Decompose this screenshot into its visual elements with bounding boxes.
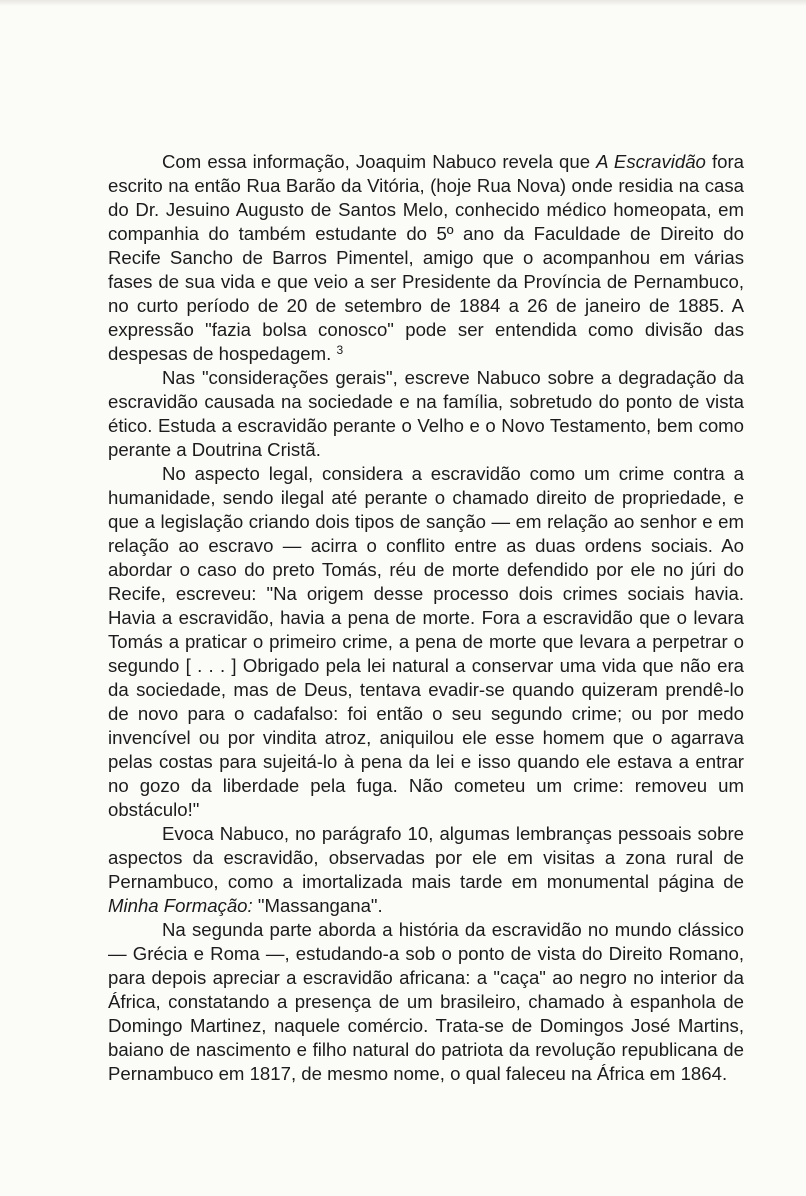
book-title-minha-formacao: Minha Formação: [108, 895, 253, 916]
p4-text-b: "Massangana". [252, 895, 383, 916]
p4-text-a: Evoca Nabuco, no parágrafo 10, algumas lembranças pessoais sobre aspectos da escravidão, observadas por ele em visitas a zona rural de Pernambuco, como a imortalizada mais tarde em monumental página de [108, 823, 744, 892]
paragraph-1 [108, 150, 744, 366]
paragraph-5 [108, 918, 744, 1086]
p1-text-a: Com essa informação, Joaquim Nabuco revela que [162, 151, 597, 172]
paragraph-2 [108, 366, 744, 462]
p5-text: Na segunda parte aborda a história da escravidão no mundo clássico — Grécia e Roma —, estudando-a sob o ponto de vista do Direito Romano, para depois apreciar a escravidão africana: a "caça" ao negro no interior da África, constatando a presença de um brasileiro, chamado à espanhola de Domingo Martinez, naquele comércio. Trata-se de Domingos José Martins, baiano de nascimento e filho natural do patriota da revolução republicana de Pernambuco em 1817, de mesmo nome, o qual faleceu na África em 1864. [108, 919, 744, 1084]
paragraph-3 [108, 462, 744, 822]
p3-text: No aspecto legal, considera a escravidão como um crime contra a humanidade, sendo ilegal até perante o chamado direito de propriedade, e que a legislação criando dois tipos de sanção — em relação ao senhor e em relação ao escravo — acirra o conflito entre as duas ordens sociais. Ao abordar o caso do preto Tomás, réu de morte defendido por ele no júri do Recife, escreveu: "Na origem desse processo dois crimes sociais havia. Havia a escravidão, havia a pena de morte. Fora a escravidão que o levara Tomás a praticar o primeiro crime, a pena de morte que levara a perpetrar o segundo [ . . . ] Obrigado pela lei natural a conservar uma vida que não era da sociedade, mas de Deus, tentava evadir-se quando quizeram prendê-lo de novo para o cadafalso: foi então o seu segundo crime; ou por medo invencível ou por vindita atroz, aniquilou ele esse homem que o agarrava pelas costas para sujeitá-lo à pena da lei e isso quando ele estava a entrar no gozo da liberdade pela fuga. Não cometeu um crime: removeu um obstáculo!" [108, 463, 744, 820]
book-title-a-escravidao: A Escravidão [596, 151, 706, 172]
paragraph-4 [108, 822, 744, 918]
p2-text: Nas "considerações gerais", escreve Nabuco sobre a degradação da escravidão causada na sociedade e na família, sobretudo do ponto de vista ético. Estuda a escravidão perante o Velho e o Novo Testamento, bem como perante a Doutrina Cristã. [108, 367, 744, 460]
book-page-text [108, 150, 744, 1086]
scan-edge-shadow [0, 0, 806, 6]
footnote-marker: 3 [336, 343, 344, 357]
p1-text-b: fora escrito na então Rua Barão da Vitória, (hoje Rua Nova) onde residia na casa do Dr. Jesuino Augusto de Santos Melo, conhecido médico homeopata, em companhia do também estudante do 5º ano da Faculdade de Direito do Recife Sancho de Barros Pimentel, amigo que o acompanhou em várias fases de sua vida e que veio a ser Presidente da Província de Pernambuco, no curto período de 20 de setembro de 1884 a 26 de janeiro de 1885. A expressão "fazia bolsa conosco" pode ser entendida como divisão das despesas de hospedagem. [108, 151, 745, 364]
